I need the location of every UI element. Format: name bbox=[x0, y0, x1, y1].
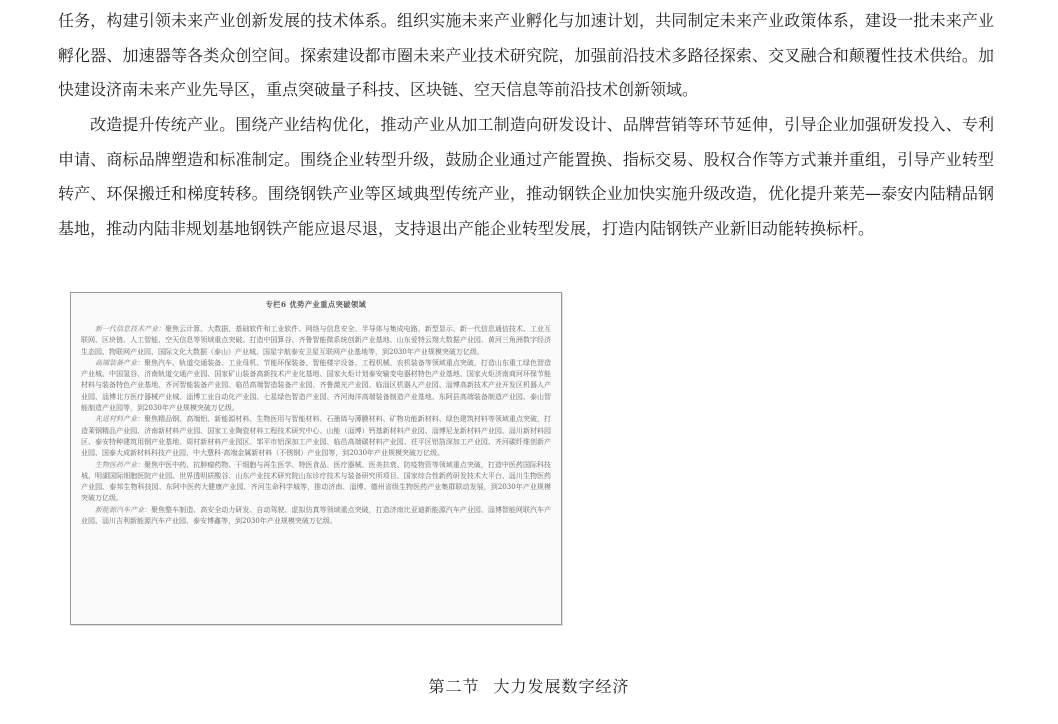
item-lead: 生物医药产业： bbox=[95, 460, 145, 469]
item-lead: 高端装备产业： bbox=[95, 358, 145, 367]
list-item bbox=[81, 505, 551, 528]
item-text: 聚焦汽车、轨道交通装备、工业母机、节能环保装备、智能楼宇设备、工程机械、农机装备等领域重点突破，打造山东重工绿色智造产业城、中国氢谷、济南轨道交通产业园、国家矿山装备高新技术产业化基地、国家火炬计划泰安输变电器材特色产业基地、国家火炬济南商河环保节能材料与装备特色产业基地、齐河智能装备产业园、临邑高端智造装备产业园、齐鲁激光产业园、临淄区机器人产业园、淄博高新技术产业开发区机器人产业园、淄博北方医疗器械产业城、淄博工业自动化产业园、七星绿色智造产业园、齐河海洋高端装备制造产业基地、东阿县高端装备制造产业园、泰山智能制造产业园等，到2030年产业规模突破万亿级。 bbox=[81, 358, 551, 413]
item-lead: 新一代信息技术产业： bbox=[95, 325, 166, 333]
list-item bbox=[81, 460, 551, 505]
item-text: 聚焦精品钢、高端铝、新能源材料、生物医用与智能材料、石墨烯与薄膜材料、矿物功能新材料、绿色建筑材料等领域重点突破，打造莱钢精品产业园、济南新材料产业园、国家工业陶瓷材料工程技术研究中心、山能（淄博）钙基新材料产业园、淄博尼龙新材料产业园、淄川新材料园区、泰安特种建筑用钢产业基地、周村新材料产业园区、邹平市铝深加工产业园、临邑高端碳材料产业园、茌平区铝箔深加工产业园、齐河碳纤维创新产业园、国泰大成新材料科技产业园、中大慧科·高端金属新材料（不锈钢）产业园等，到2030年产业规模突破万亿级。 bbox=[81, 415, 551, 458]
special-column-title: 专栏6 优势产业重点突破领域 bbox=[265, 300, 367, 309]
item-lead: 新能源汽车产业： bbox=[95, 505, 152, 514]
item-text: 聚焦中医中药、抗肿瘤药物、干细胞与再生医学、特医食品、医疗器械、医美抗衰、防疫物资等领域重点突破，打造中医药国际科技城、明湖国际细胞医院产业园、世界透明质酸谷、山东产业技术研究院山东诊疗技术与装备研究所项目、国家综合性新药研发技术大平台、淄川生物医药产业园、泰邦生物科技园、东阿中医药大健康产业园、齐河生命科学城等，推动济南、淄博、德州省级生物医药产业集群联动发展，到2030年产业规模突破万亿级。 bbox=[81, 460, 551, 503]
section-title: 大力发展数字经济 bbox=[493, 677, 630, 696]
list-item bbox=[81, 414, 551, 459]
special-column-body bbox=[71, 324, 561, 527]
paragraph-future-industry: 任务，构建引领未来产业创新发展的技术体系。组织实施未来产业孵化与加速计划，共同制定未来产业政策体系，建设一批未来产业孵化器、加速器等各类众创空间。探索建设都市圈未来产业技术研究院，加强前沿技术多路径探索、交叉融合和颠覆性技术供给。加快建设济南未来产业先导区，重点突破量子科技、区块链、空天信息等前沿技术创新领域。 bbox=[58, 11, 994, 99]
list-item bbox=[81, 324, 551, 358]
item-lead: 先进材料产业： bbox=[95, 415, 145, 424]
special-column-box bbox=[70, 292, 562, 625]
item-text: 聚焦整车制造、高安全动力研发、自动驾驶、虚拟仿真等领域重点突破，打造济南比亚迪新能源汽车产业园、淄博智能网联汽车产业园、淄川吉利新能源汽车产业园、泰安博鑫等，到2030年产业规模突破万亿级。 bbox=[81, 505, 551, 526]
list-item bbox=[81, 358, 551, 414]
section-number: 第二节 bbox=[428, 677, 480, 696]
section-heading bbox=[0, 674, 1058, 697]
item-text: 聚焦云计算、大数据、基础软件和工业软件、网络与信息安全、半导体与集成电路、新型显示、新一代信息通信技术、工业互联网、区块链、人工智能、空天信息等领域重点突破。打造中国算谷、齐鲁智能微系统创新产业基地、山东爱特云翔大数据产业园、黄河三角洲数字经济生态园、物联网产业园、国际文化大数据（泰山）产业城、国星宇航泰安卫星互联网产业基地等，到2030年产业规模突破万亿级。 bbox=[81, 325, 551, 356]
paragraph-upgrade-traditional-industry: 改造提升传统产业。围绕产业结构优化，推动产业从加工制造向研发设计、品牌营销等环节延伸，引导企业加强研发投入、专利申请、商标品牌塑造和标准制定。围绕企业转型升级，鼓励企业通过产能置换、指标交易、股权合作等方式兼并重组，引导产业转型转产、环保搬迁和梯度转移。围绕钢铁产业等区域典型传统产业，推动钢铁企业加快实施升级改造，优化提升莱芜—泰安内陆精品钢基地，推动内陆非规划基地钢铁产能应退尽退，支持退出产能企业转型发展，打造内陆钢铁产业新旧动能转换标杆。 bbox=[58, 115, 994, 238]
